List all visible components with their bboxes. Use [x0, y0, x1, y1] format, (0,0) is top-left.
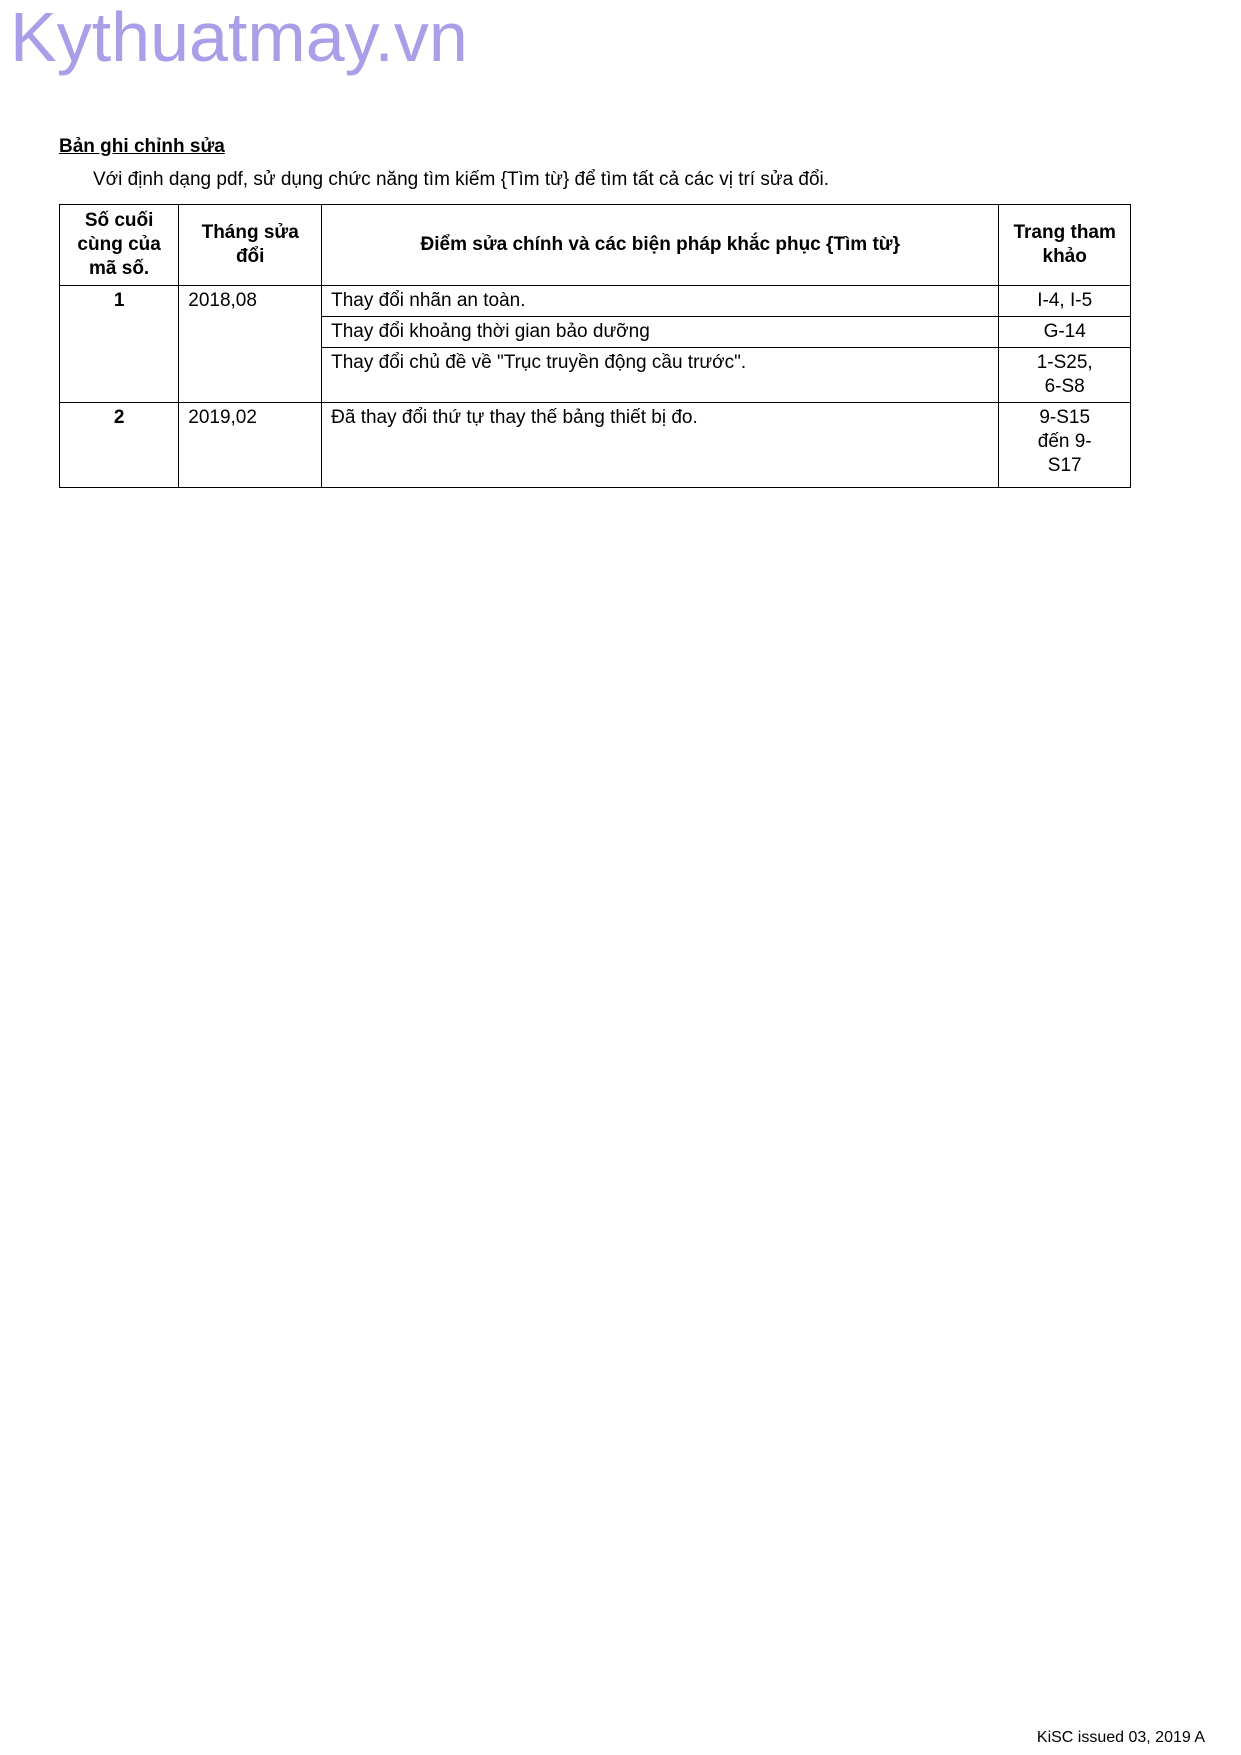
revision-point: Thay đổi khoảng thời gian bảo dưỡng	[322, 317, 999, 348]
footer-issue-note: KiSC issued 03, 2019 A	[1036, 1729, 1205, 1746]
header-reference: Trang tham khảo	[999, 205, 1131, 286]
table-row	[60, 286, 1131, 317]
revision-point: Đã thay đổi thứ tự thay thế bảng thiết bị đo.	[322, 403, 999, 488]
revision-reference: 1-S25, 6-S8	[999, 348, 1131, 403]
watermark-logo: Kythuatmay.vn	[10, 0, 468, 76]
revision-number: 2	[60, 403, 179, 488]
header-number: Số cuối cùng của mã số.	[60, 205, 179, 286]
intro-text: Với định dạng pdf, sử dụng chức năng tìm kiếm {Tìm từ} để tìm tất cả các vị trí sửa đổi.	[93, 169, 830, 190]
revision-reference: 9-S15 đến 9-S17	[999, 403, 1131, 488]
revision-point: Thay đổi chủ đề về "Trục truyền động cầu trước".	[322, 348, 999, 403]
header-points: Điểm sửa chính và các biện pháp khắc phục {Tìm từ}	[322, 205, 999, 286]
header-month: Tháng sửa đổi	[179, 205, 322, 286]
revision-number: 1	[60, 286, 179, 403]
revision-reference: G-14	[999, 317, 1131, 348]
revision-month: 2018,08	[179, 286, 322, 403]
revision-table	[59, 204, 1131, 488]
table-header-row	[60, 205, 1131, 286]
revision-point: Thay đổi nhãn an toàn.	[322, 286, 999, 317]
revision-month: 2019,02	[179, 403, 322, 488]
revision-reference: I-4, I-5	[999, 286, 1131, 317]
table-row	[60, 403, 1131, 488]
section-title: Bản ghi chỉnh sửa	[59, 136, 225, 157]
